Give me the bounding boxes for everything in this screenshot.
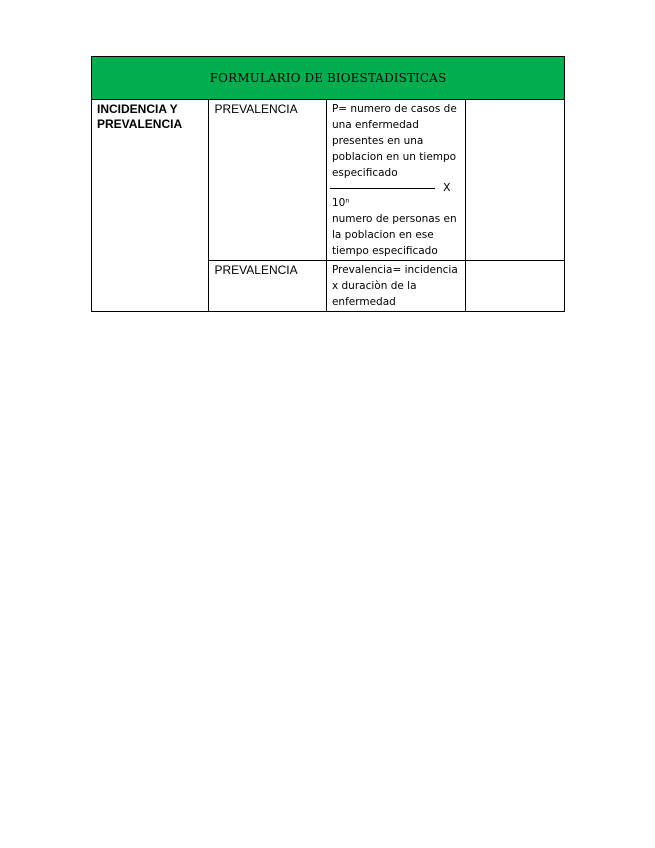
formula-denominator-line: numero de personas en <box>331 213 457 225</box>
formula-power: 10ⁿ <box>331 197 350 209</box>
formula-denominator-line: la poblacion en ese <box>331 229 434 241</box>
category-label-line1: INCIDENCIA Y <box>97 102 178 116</box>
multiply-sign: X <box>442 181 451 194</box>
formula-numerator-line: presentes en una <box>331 135 424 147</box>
formula-line: enfermedad <box>331 296 396 308</box>
notes-cell-1 <box>465 100 564 261</box>
category-cell <box>92 100 209 312</box>
fraction-bar-row <box>332 181 463 195</box>
formula-line: Prevalencia= incidencia <box>331 264 458 276</box>
measure-name-2: PREVALENCIA <box>209 261 326 312</box>
formula-cell-1 <box>326 100 465 261</box>
form-title: FORMULARIO DE BIOESTADISTICAS <box>92 57 565 100</box>
formula-cell-2 <box>326 261 465 312</box>
formula-numerator-line: P= numero de casos de <box>331 103 457 115</box>
biostatistics-form-table <box>91 56 565 312</box>
formula-numerator-line: una enfermedad <box>331 119 419 131</box>
formula-denominator-line: tiempo especificado <box>331 245 438 257</box>
measure-name-1: PREVALENCIA <box>209 100 326 261</box>
notes-cell-2 <box>465 261 564 312</box>
formula-line: x duraciòn de la <box>331 280 417 292</box>
category-label-line2: PREVALENCIA <box>97 117 183 131</box>
fraction-bar <box>330 188 435 189</box>
formula-numerator-line: poblacion en un tiempo <box>331 151 457 163</box>
formula-numerator-line: especificado <box>331 167 398 179</box>
